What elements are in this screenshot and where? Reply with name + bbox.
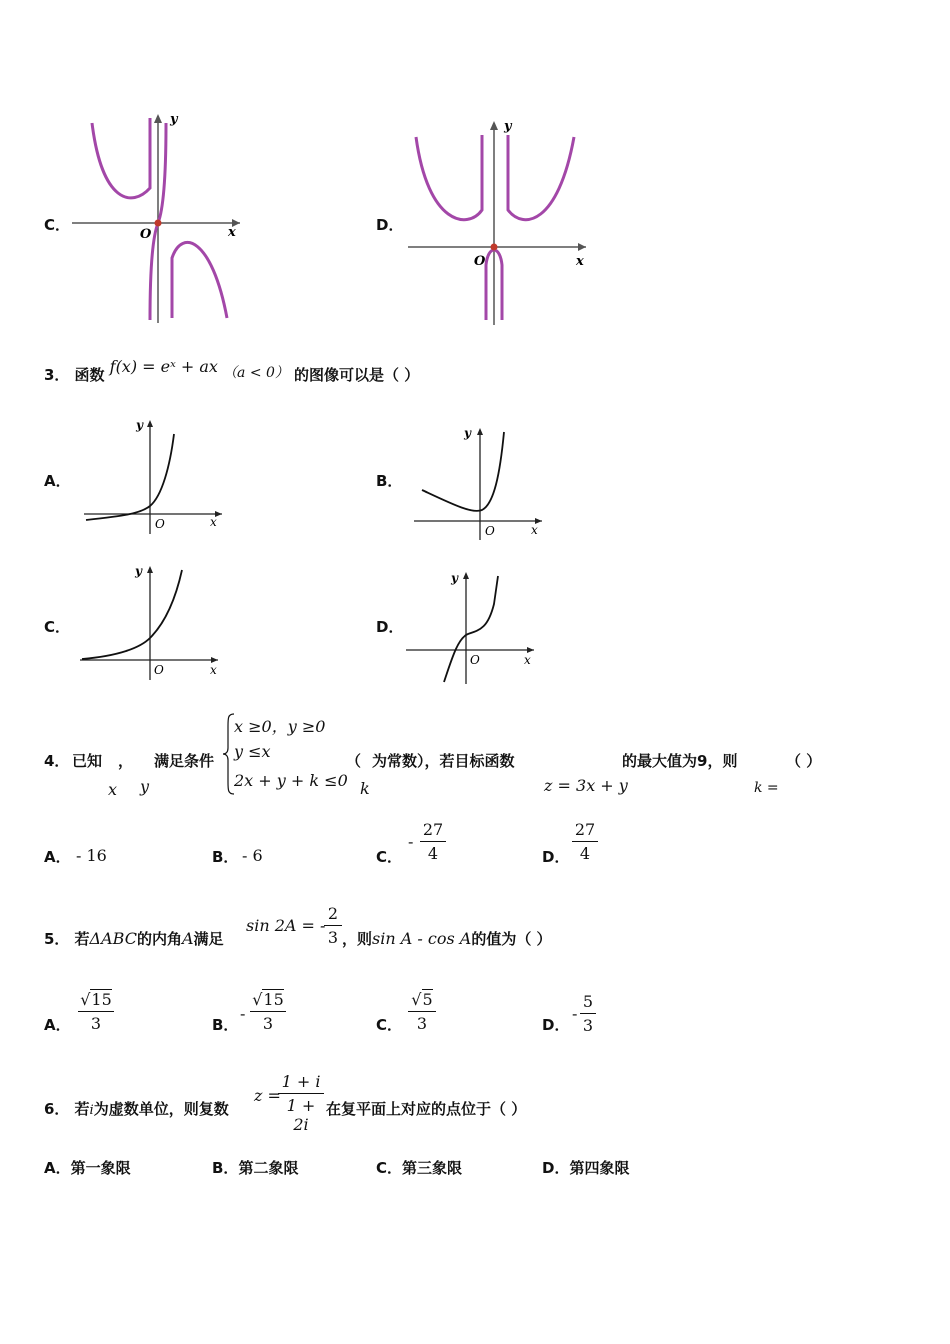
q3-condition: （a < 0）: [223, 365, 289, 381]
q3-option-b-label: B．: [376, 472, 403, 490]
q6-z: z =: [254, 1086, 281, 1105]
q4-option-b-value: - 6: [242, 846, 263, 865]
q4-option-a-label: A．: [44, 848, 71, 866]
q5-stem: 5． 若ΔABC的内角A满足: [44, 929, 224, 948]
q4-var-y: y: [140, 777, 150, 796]
q6-option-d: D．第四象限: [542, 1159, 630, 1177]
q6-number: 6．: [44, 1100, 70, 1118]
q3-option-a-label: A．: [44, 472, 71, 490]
q4-var-k: k: [360, 779, 370, 798]
q6-fraction: 1 + i 1 + 2i: [278, 1072, 324, 1134]
q4-number: 4．: [44, 752, 70, 770]
svg-text:y: y: [451, 571, 458, 585]
q3-option-d-label: D．: [376, 618, 404, 636]
q4-system-line-2: y ≤x: [234, 742, 271, 761]
svg-text:O: O: [474, 254, 486, 269]
q6-option-b: B．第二象限: [212, 1159, 299, 1177]
q5-lhs: sin 2A = -: [246, 916, 326, 935]
q4-objective: z = 3x + y: [544, 776, 628, 795]
origin-label: O: [140, 227, 152, 242]
q4-option-a-value: - 16: [76, 846, 107, 865]
svg-text:x: x: [576, 254, 584, 269]
q5-option-b-fraction: √15 3: [250, 990, 286, 1033]
q4-option-d-fraction: 27 4: [572, 820, 598, 863]
q3-option-a-graph: [82, 416, 227, 536]
q4-system-line-1: x ≥0，y ≥0: [234, 717, 326, 736]
q5-option-c-label: C．: [376, 1016, 403, 1034]
svg-text:O: O: [154, 663, 164, 677]
q3-option-b-graph: [412, 424, 547, 542]
svg-text:O: O: [485, 524, 495, 538]
q4-option-c-fraction: 27 4: [420, 820, 446, 863]
q5-expression: sin A - cos A: [372, 929, 472, 948]
q3-stem: 3． 函数 f(x) = eˣ + ax （a < 0） 的图像可以是（ ）: [44, 357, 420, 384]
axis-label-x: x: [228, 225, 236, 240]
q5-option-a-fraction: √15 3: [78, 990, 114, 1033]
q6-option-a: A．第一象限: [44, 1159, 131, 1177]
svg-text:y: y: [135, 564, 142, 578]
q4-option-c-label: C．: [376, 848, 403, 866]
q3-option-d-graph: [404, 568, 539, 686]
q4-k-eq: k =: [754, 780, 779, 796]
q4-option-d-label: D．: [542, 848, 570, 866]
q5-option-a-label: A．: [44, 1016, 71, 1034]
svg-text:x: x: [531, 523, 538, 537]
q5-option-b-label: B．: [212, 1016, 239, 1034]
svg-text:x: x: [210, 663, 217, 677]
q2-option-d-label: D．: [376, 216, 404, 234]
q2-option-c-label: C．: [44, 216, 71, 234]
q5-number: 5．: [44, 930, 70, 948]
q5-fraction: 2 3: [324, 904, 342, 947]
q6-option-c: C．第三象限: [376, 1159, 463, 1177]
q5-option-d-label: D．: [542, 1016, 570, 1034]
q3-function: f(x) = eˣ + ax: [109, 357, 218, 376]
q2-option-c-graph: [72, 108, 247, 323]
svg-text:O: O: [470, 653, 480, 667]
q2-option-d-graph: [408, 115, 593, 325]
svg-text:O: O: [155, 517, 165, 531]
q4-var-x: x: [108, 780, 118, 799]
svg-text:y: y: [464, 426, 471, 440]
svg-text:y: y: [136, 418, 143, 432]
q4-option-b-label: B．: [212, 848, 239, 866]
q3-option-c-graph: [78, 562, 223, 682]
svg-text:y: y: [504, 119, 512, 134]
q5-option-c-fraction: √5 3: [408, 990, 436, 1033]
q5-option-d-fraction: 5 3: [580, 992, 596, 1035]
q6-stem: 6． 若i为虚数单位，则复数: [44, 1100, 229, 1118]
q3-option-c-label: C．: [44, 618, 71, 636]
svg-text:x: x: [524, 653, 531, 667]
q3-number: 3．: [44, 366, 70, 384]
axis-label-y: y: [170, 112, 178, 127]
q4-system-line-3: 2x + y + k ≤0: [234, 771, 348, 790]
svg-text:x: x: [210, 515, 217, 529]
